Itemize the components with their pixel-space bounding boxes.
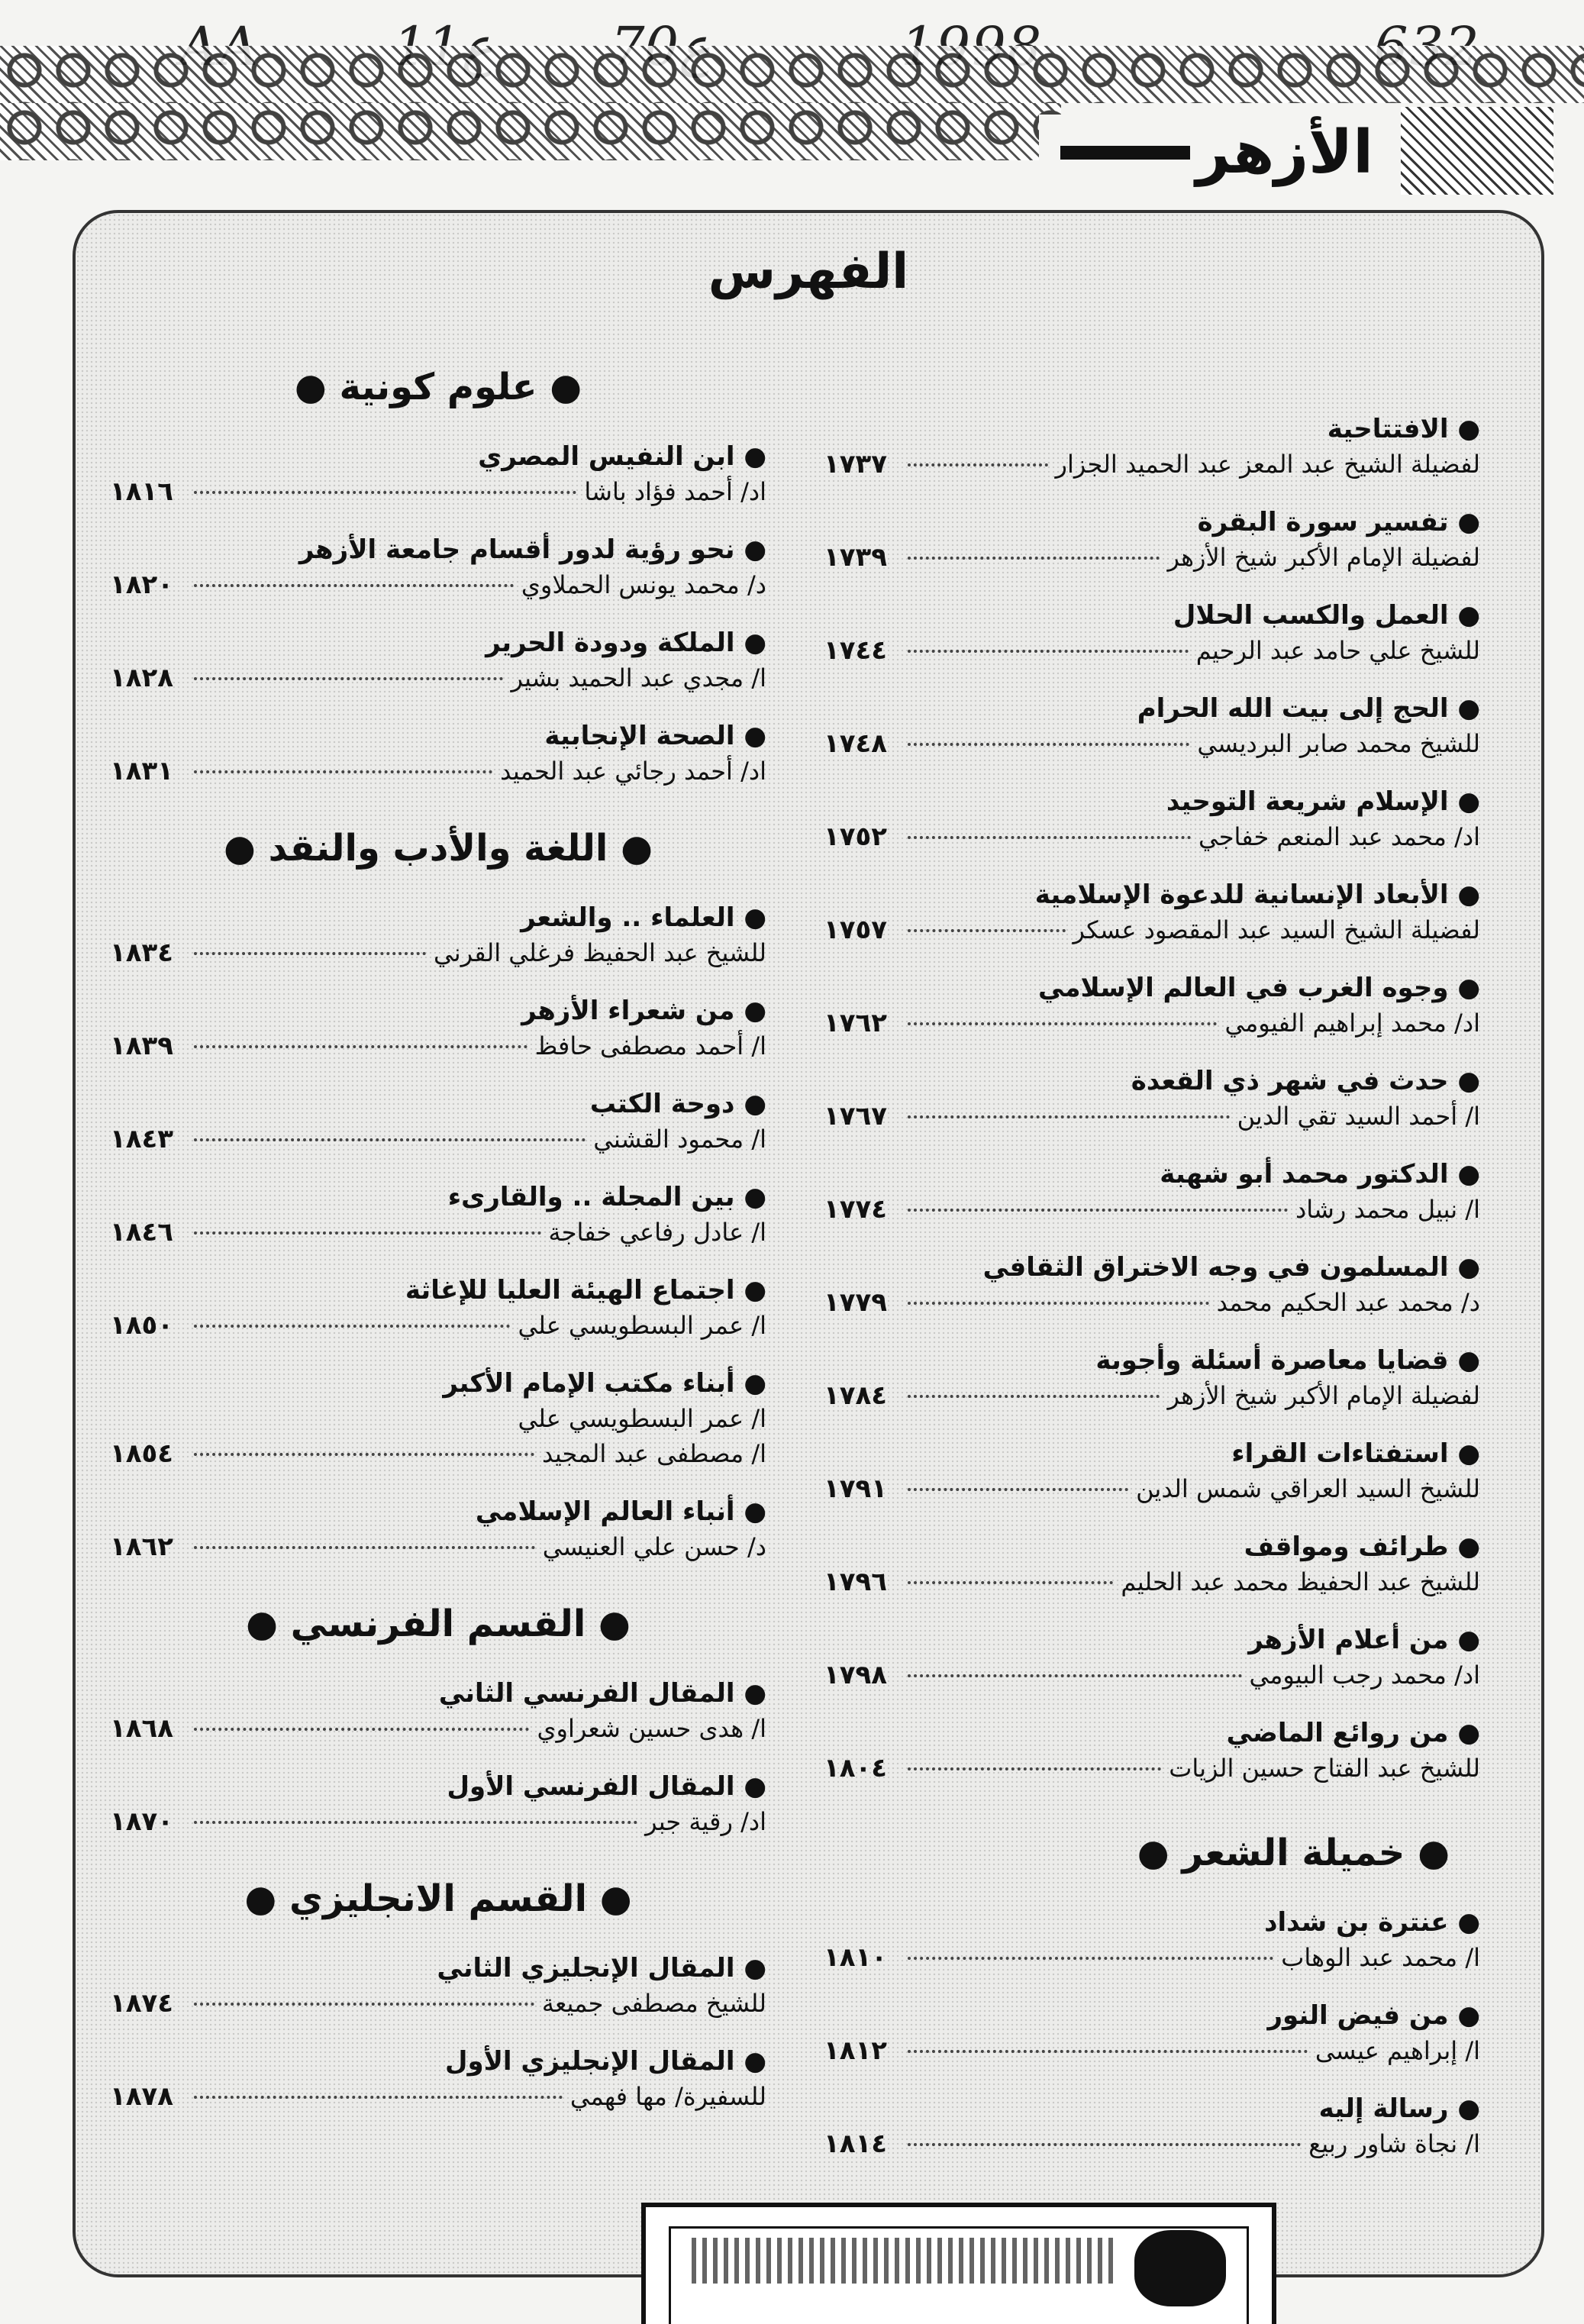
entry-author: د/ حسن علي العنيسي	[542, 1532, 766, 1561]
entry-author: ا/ نجاة شاور ربيع	[1308, 2129, 1480, 2158]
entry-line	[110, 1122, 766, 1157]
entry-line	[110, 474, 766, 509]
entry-title: ● المقال الإنجليزي الثاني	[437, 1953, 766, 1983]
leader-dots	[194, 491, 576, 494]
entry-line	[110, 754, 766, 789]
leader-dots	[908, 1674, 1242, 1677]
toc-entry	[824, 1716, 1480, 1786]
page-number: ١٨١٤	[824, 2129, 888, 2159]
entry-author: اد/ أحمد فؤاد باشا	[584, 477, 766, 506]
entry-line	[110, 1215, 766, 1250]
page-number: ١٨٦٨	[110, 1713, 174, 1744]
contents-panel	[73, 210, 1544, 2277]
entry-line	[824, 2033, 1480, 2068]
page-number: ١٧٩٦	[824, 1567, 888, 1597]
entry-line	[824, 1940, 1480, 1975]
toc-entry	[824, 1250, 1480, 1320]
leader-dots	[194, 677, 503, 680]
entry-title: ● الأبعاد الإنسانية للدعوة الإسلامية	[1034, 880, 1480, 910]
entry-title: ● العمل والكسب الحلال	[1173, 600, 1480, 631]
masthead-bar	[1060, 146, 1190, 160]
leader-dots	[908, 557, 1160, 560]
entry-author: اد/ رقية جبر	[645, 1807, 766, 1836]
entry-title: ● العلماء .. والشعر	[521, 902, 766, 933]
entry-author: د/ محمد عبد الحكيم محمد	[1216, 1288, 1480, 1317]
entry-title: ● أبناء مكتب الإمام الأكبر	[443, 1368, 766, 1399]
toc-entry	[110, 1769, 766, 1839]
toc-entry	[824, 1343, 1480, 1413]
page-number: ١٨٣٤	[110, 938, 174, 968]
toc-entry	[824, 877, 1480, 947]
entry-author: اد/ أحمد رجائي عبد الحميد	[500, 757, 766, 786]
page-number: ١٨٥٤	[110, 1438, 174, 1469]
entry-line	[110, 660, 766, 696]
page-number: ١٨٢٨	[110, 663, 174, 693]
entry-author: ا/ هدى حسين شعراوي	[537, 1714, 766, 1743]
toc-entry	[110, 439, 766, 509]
toc-entry	[110, 993, 766, 1064]
leader-dots	[194, 584, 514, 587]
entry-line	[824, 447, 1480, 482]
entry-title: ● المقال الفرنسي الثاني	[438, 1678, 766, 1709]
entry-line	[110, 1529, 766, 1564]
entry-line	[110, 1401, 766, 1436]
entry-author: للشيخ عبد الفتاح حسين الزيات	[1169, 1754, 1480, 1783]
page-number: ١٨٢٠	[110, 570, 174, 600]
entry-line	[824, 2126, 1480, 2161]
section-heading: ● علوم كونية ●	[294, 366, 582, 408]
entry-title: ● استفتاءات القراء	[1231, 1438, 1480, 1469]
left-column	[110, 366, 766, 2137]
toc-entry	[824, 598, 1480, 668]
section-heading: ● خميلة الشعر ●	[1137, 1832, 1450, 1874]
toc-entry	[824, 505, 1480, 575]
page-number: ١٧٦٧	[824, 1101, 888, 1131]
entry-author: للشيخ علي حامد عبد الرحيم	[1195, 636, 1480, 665]
entry-line	[824, 1285, 1480, 1320]
leader-dots	[908, 1209, 1288, 1212]
entry-line	[824, 1471, 1480, 1506]
leader-dots	[908, 463, 1048, 466]
entry-title: ● رسالة إليه	[1318, 2093, 1480, 2124]
page-number: ١٨٤٦	[110, 1217, 174, 1248]
entry-author: لفضيلة الإمام الأكبر شيخ الأزهر	[1167, 543, 1480, 572]
entry-author: لفضيلة الشيخ السيد عبد المقصود عسكر	[1073, 915, 1480, 944]
toc-entry	[824, 1905, 1480, 1975]
page-number: ١٧٣٧	[824, 449, 888, 479]
toc-entry	[824, 1622, 1480, 1693]
entry-author: ا/ إبراهيم عيسى	[1315, 2036, 1480, 2065]
leader-dots	[908, 1767, 1161, 1770]
leader-dots	[194, 1325, 510, 1328]
leader-dots	[194, 1138, 586, 1141]
toc-entry	[110, 1366, 766, 1471]
entry-author: للسفيرة/ مها فهمي	[569, 2082, 766, 2111]
entry-title: ● قضايا معاصرة أسئلة وأجوبة	[1095, 1345, 1480, 1376]
entry-line	[824, 1378, 1480, 1413]
toc-entry	[110, 1180, 766, 1250]
page-number: ١٨٣١	[110, 756, 174, 786]
toc-entry	[110, 2044, 766, 2114]
leader-dots	[908, 1115, 1230, 1118]
stamp-ink-blot	[1134, 2230, 1226, 2306]
toc-entry	[110, 1676, 766, 1746]
leader-dots	[908, 1302, 1209, 1305]
toc-entry	[824, 1998, 1480, 2068]
toc-entry	[824, 1157, 1480, 1227]
entry-line	[824, 1099, 1480, 1134]
entry-author: ا/ أحمد مصطفى حافظ	[534, 1031, 766, 1060]
entry-title: ● المقال الفرنسي الأول	[447, 1771, 766, 1802]
leader-dots	[908, 1581, 1113, 1584]
entry-author: ا/ محمود القشني	[593, 1125, 766, 1154]
entry-author: ا/ مجدي عبد الحميد بشير	[511, 663, 766, 692]
page-number: ١٧٥٢	[824, 821, 888, 852]
leader-dots	[194, 1821, 637, 1824]
entry-title: ● أنباء العالم الإسلامي	[475, 1496, 766, 1527]
leader-dots	[908, 1395, 1160, 1398]
page-number: ١٨٥٠	[110, 1310, 174, 1341]
entry-author: اد/ محمد عبد المنعم خفاجي	[1198, 822, 1480, 851]
toc-entry	[110, 1273, 766, 1343]
entry-title: ● الإسلام شريعة التوحيد	[1166, 786, 1480, 817]
toc-entry	[110, 718, 766, 789]
page-number: ١٨١٠	[824, 1942, 888, 1973]
section-heading: ● اللغة والأدب والنقد ●	[224, 827, 653, 870]
right-column	[824, 412, 1480, 2184]
leader-dots	[908, 1957, 1273, 1960]
page-number: ١٨١٦	[110, 476, 174, 507]
leader-dots	[194, 1231, 541, 1235]
leader-dots	[194, 1546, 535, 1549]
journal-masthead	[1039, 115, 1393, 191]
toc-entry	[824, 2091, 1480, 2161]
entry-line	[824, 540, 1480, 575]
leader-dots	[908, 743, 1189, 746]
entry-author: للشيخ مصطفى جميعة	[541, 1989, 766, 2018]
entry-title: ● بين المجلة .. والقارىء	[447, 1182, 766, 1212]
leader-dots	[908, 1488, 1128, 1491]
page-number: ١٧٩١	[824, 1473, 888, 1504]
entry-line	[110, 1436, 766, 1471]
page-title: الفهرس	[708, 244, 909, 300]
toc-entry	[110, 625, 766, 696]
entry-title: ● من شعراء الأزهر	[521, 996, 766, 1026]
toc-entry	[824, 970, 1480, 1041]
toc-entry	[110, 532, 766, 602]
leader-dots	[908, 1022, 1217, 1025]
entry-title: ● حدث في شهر ذي القعدة	[1131, 1066, 1480, 1096]
leader-dots	[194, 2096, 563, 2099]
page-number: ١٧٥٧	[824, 915, 888, 945]
leader-dots	[194, 1728, 529, 1731]
entry-author: ا/ عمر البسطويسي علي	[518, 1404, 766, 1433]
toc-entry	[110, 1086, 766, 1157]
entry-author: ا/ عادل رفاعي خفاجة	[548, 1218, 766, 1247]
entry-author: لفضيلة الشيخ عبد المعز عبد الحميد الجزار	[1055, 450, 1480, 479]
leader-dots	[908, 929, 1066, 932]
page-number: ١٨١٢	[824, 2035, 888, 2066]
entry-author: ا/ نبيل محمد رشاد	[1295, 1195, 1480, 1224]
journal-name: الأزهر	[1195, 118, 1373, 187]
entry-line	[110, 1711, 766, 1746]
leader-dots	[908, 650, 1189, 653]
toc-entry	[824, 412, 1480, 482]
entry-line	[110, 1308, 766, 1343]
entry-title: ● الدكتور محمد أبو شهبة	[1160, 1159, 1480, 1189]
entry-title: ● الحج إلى بيت الله الحرام	[1137, 693, 1480, 724]
leader-dots	[908, 836, 1191, 839]
section-heading: ● القسم الانجليزي ●	[244, 1877, 632, 1920]
entry-author: لفضيلة الإمام الأكبر شيخ الأزهر	[1167, 1381, 1480, 1410]
ornament-border-top	[0, 46, 1584, 103]
toc-entry	[110, 1494, 766, 1564]
ornament-border-bottom	[0, 103, 1061, 160]
toc-entry	[110, 1951, 766, 2021]
library-stamp	[641, 2203, 1276, 2324]
leader-dots	[194, 1453, 534, 1456]
toc-entry	[824, 1064, 1480, 1134]
entry-author: ا/ محمد عبد الوهاب	[1281, 1943, 1480, 1972]
entry-author: اد/ محمد إبراهيم الفيومي	[1224, 1009, 1480, 1038]
entry-author: للشيخ عبد الحفيظ محمد عبد الحليم	[1121, 1567, 1480, 1596]
page-number: ١٨٦٢	[110, 1532, 174, 1562]
entry-title: ● الصحة الإنجابية	[544, 721, 766, 751]
entry-title: ● تفسير سورة البقرة	[1197, 507, 1480, 537]
entry-author: د/ محمد يونس الحملاوي	[521, 570, 766, 599]
page-number: ١٧٧٩	[824, 1287, 888, 1318]
entry-line	[824, 1192, 1480, 1227]
toc-entry	[110, 900, 766, 970]
entry-title: ● ابن النفيس المصري	[478, 441, 766, 472]
entry-line	[110, 935, 766, 970]
page-number: ١٧٨٤	[824, 1380, 888, 1411]
page-number: ١٧٤٤	[824, 635, 888, 666]
entry-author: ا/ أحمد السيد تقي الدين	[1237, 1102, 1480, 1131]
entry-author: للشيخ السيد العراقي شمس الدين	[1136, 1474, 1480, 1503]
entry-title: ● اجتماع الهيئة العليا للإغاثة	[405, 1275, 766, 1306]
page-number: ١٧٦٢	[824, 1008, 888, 1038]
entry-title: ● من أعلام الأزهر	[1248, 1625, 1480, 1655]
entry-title: ● الملكة ودودة الحرير	[486, 628, 766, 658]
leader-dots	[194, 770, 492, 773]
entry-title: ● المقال الإنجليزي الأول	[444, 2046, 766, 2077]
page-number: ١٨٤٣	[110, 1124, 174, 1154]
page-number: ١٧٣٩	[824, 542, 888, 573]
page-number: ١٨٣٩	[110, 1031, 174, 1061]
entry-line	[824, 1751, 1480, 1786]
entry-line	[824, 633, 1480, 668]
entry-author: للشيخ محمد صابر البرديسي	[1197, 729, 1480, 758]
entry-line	[110, 2079, 766, 2114]
leader-dots	[194, 952, 426, 955]
page-number: ١٨٧٠	[110, 1806, 174, 1837]
page-number: ١٨٧٨	[110, 2081, 174, 2112]
entry-title: ● الافتتاحية	[1327, 414, 1480, 444]
entry-line	[110, 1028, 766, 1064]
toc-entry	[824, 784, 1480, 854]
entry-line	[110, 1986, 766, 2021]
entry-author: للشيخ عبد الحفيظ فرغلي القرني	[434, 938, 766, 967]
stamp-text-blur	[692, 2238, 1119, 2284]
page-number: ١٧٤٨	[824, 728, 888, 759]
entry-author: ا/ مصطفى عبد المجيد	[542, 1439, 766, 1468]
toc-entry	[824, 1529, 1480, 1599]
page-number: ١٧٧٤	[824, 1194, 888, 1225]
ornament-corner	[1401, 107, 1553, 195]
toc-entry	[824, 691, 1480, 761]
entry-line	[824, 819, 1480, 854]
entry-title: ● المسلمون في وجه الاختراق الثقافي	[982, 1252, 1480, 1283]
entry-title: ● دوحة الكتب	[589, 1089, 766, 1119]
section-heading: ● القسم الفرنسي ●	[246, 1603, 631, 1645]
page-number: ١٨٧٤	[110, 1988, 174, 2019]
page-number: ١٨٠٤	[824, 1753, 888, 1783]
leader-dots	[194, 2003, 534, 2006]
entry-author: اد/ محمد رجب البيومي	[1249, 1661, 1480, 1690]
leader-dots	[908, 2050, 1308, 2053]
entry-title: ● نحو رؤية لدور أقسام جامعة الأزهر	[298, 534, 766, 565]
entry-author: ا/ عمر البسطويسي علي	[518, 1311, 766, 1340]
entry-line	[824, 1657, 1480, 1693]
entry-line	[824, 726, 1480, 761]
entry-line	[824, 1005, 1480, 1041]
entry-title: ● من فيض النور	[1267, 2000, 1480, 2031]
entry-line	[110, 1804, 766, 1839]
entry-title: ● من روائع الماضي	[1226, 1718, 1480, 1748]
leader-dots	[908, 2143, 1301, 2146]
page-number: ١٧٩٨	[824, 1660, 888, 1690]
entry-title: ● طرائف ومواقف	[1244, 1532, 1480, 1562]
leader-dots	[194, 1045, 527, 1048]
entry-line	[110, 567, 766, 602]
entry-line	[824, 912, 1480, 947]
entry-line	[824, 1564, 1480, 1599]
toc-entry	[824, 1436, 1480, 1506]
entry-title: ● وجوه الغرب في العالم الإسلامي	[1038, 973, 1480, 1003]
entry-title: ● عنترة بن شداد	[1264, 1907, 1480, 1938]
